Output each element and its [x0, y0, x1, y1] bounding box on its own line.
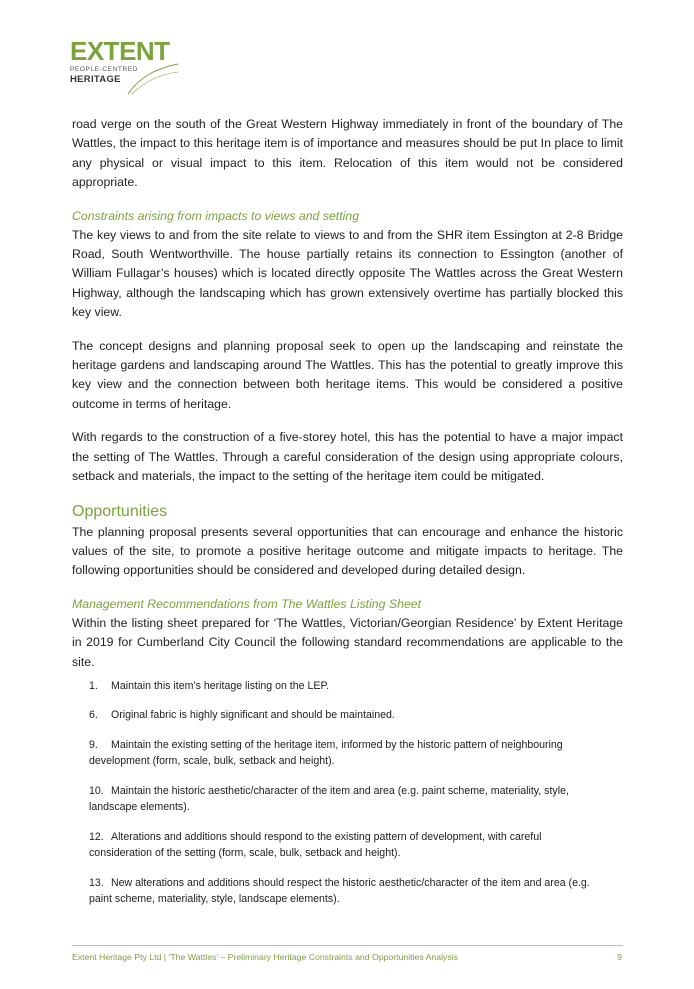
- heading-opportunities: Opportunities: [72, 502, 168, 520]
- paragraph-key-views: The key views to and from the site relate to views to and from the SHR item Essington at 2-8 Bridge Road, South Wentworthville. The house partially retains its connection to Essington (another of William Fullagar’s houses) which is located directly opposite The Wattles across the Great Western Highway, although the landscaping which has grown extensively overtime has partially blocked this key view.: [72, 227, 623, 320]
- page-number: 9: [617, 952, 622, 962]
- logo-heritage-text: HERITAGE: [70, 74, 121, 85]
- logo-swoosh-icon: [110, 56, 180, 96]
- logo-tagline: PEOPLE-CENTRED: [70, 66, 138, 73]
- list-item: 9. Maintain the existing setting of the heritage item, informed by the historic pattern of neighbouring development (form, scale, bulk, setback and height).: [89, 738, 563, 768]
- list-item: 13. New alterations and additions should respect the historic aesthetic/character of the item and area (e.g. paint scheme, materiality, style, landscape elements).: [89, 876, 590, 906]
- paragraph-hotel: With regards to the construction of a five-storey hotel, this has the potential to have a major impact the setting of The Wattles. Through a careful consideration of the design using appropriate colours, setback and materials, the impact to the setting of the heritage item could be mitigated.: [72, 430, 623, 484]
- extent-heritage-logo: [70, 38, 190, 98]
- heading-management-recommendations: Management Recommendations from The Wattles Listing Sheet: [72, 596, 422, 611]
- list-item: 6. Original fabric is highly significant and should be maintained.: [89, 709, 395, 722]
- list-item: 1. Maintain this item’s heritage listing on the LEP.: [89, 679, 330, 692]
- footer-divider: [72, 945, 623, 946]
- footer-text: Extent Heritage Pty Ltd | ‘The Wattles’ – Preliminary Heritage Constraints and Opportunities Analysis: [72, 952, 458, 962]
- list-item: 12. Alterations and additions should respond to the existing pattern of development, with careful consideration of the setting (form, scale, bulk, setback and height).: [89, 830, 542, 860]
- paragraph-listing-sheet: Within the listing sheet prepared for ‘The Wattles, Victorian/Georgian Residence’ by Extent Heritage in 2019 for Cumberland City Council the following standard recommendations are applicable to the site.: [72, 615, 623, 669]
- paragraph-opportunities: The planning proposal presents several opportunities that can encourage and enhance the historic values of the site, to promote a positive heritage outcome and mitigate impacts to heritage. The following opportunities should be considered and developed during detailed design.: [72, 524, 623, 578]
- paragraph-verge: road verge on the south of the Great Western Highway immediately in front of the boundary of The Wattles, the impact to this heritage item is of importance and measures should be put In place to limit any physical or visual impact to this item. Relocation of this item would not be considered appropriate.: [72, 117, 623, 190]
- heading-views-setting: Constraints arising from impacts to views and setting: [72, 208, 360, 223]
- paragraph-concept-designs: The concept designs and planning proposal seek to open up the landscaping and reinstate the heritage gardens and landscaping around The Wattles. This has the potential to greatly improve this key view and the connection between both heritage items. This would be considered a positive outcome in terms of heritage.: [72, 338, 623, 411]
- list-item: 10. Maintain the historic aesthetic/character of the item and area (e.g. paint scheme, materiality, style, landscape elements).: [89, 784, 569, 814]
- recommendations-list: [72, 678, 623, 908]
- logo-wordmark: EXTENT: [70, 36, 170, 66]
- page-body: [72, 115, 623, 921]
